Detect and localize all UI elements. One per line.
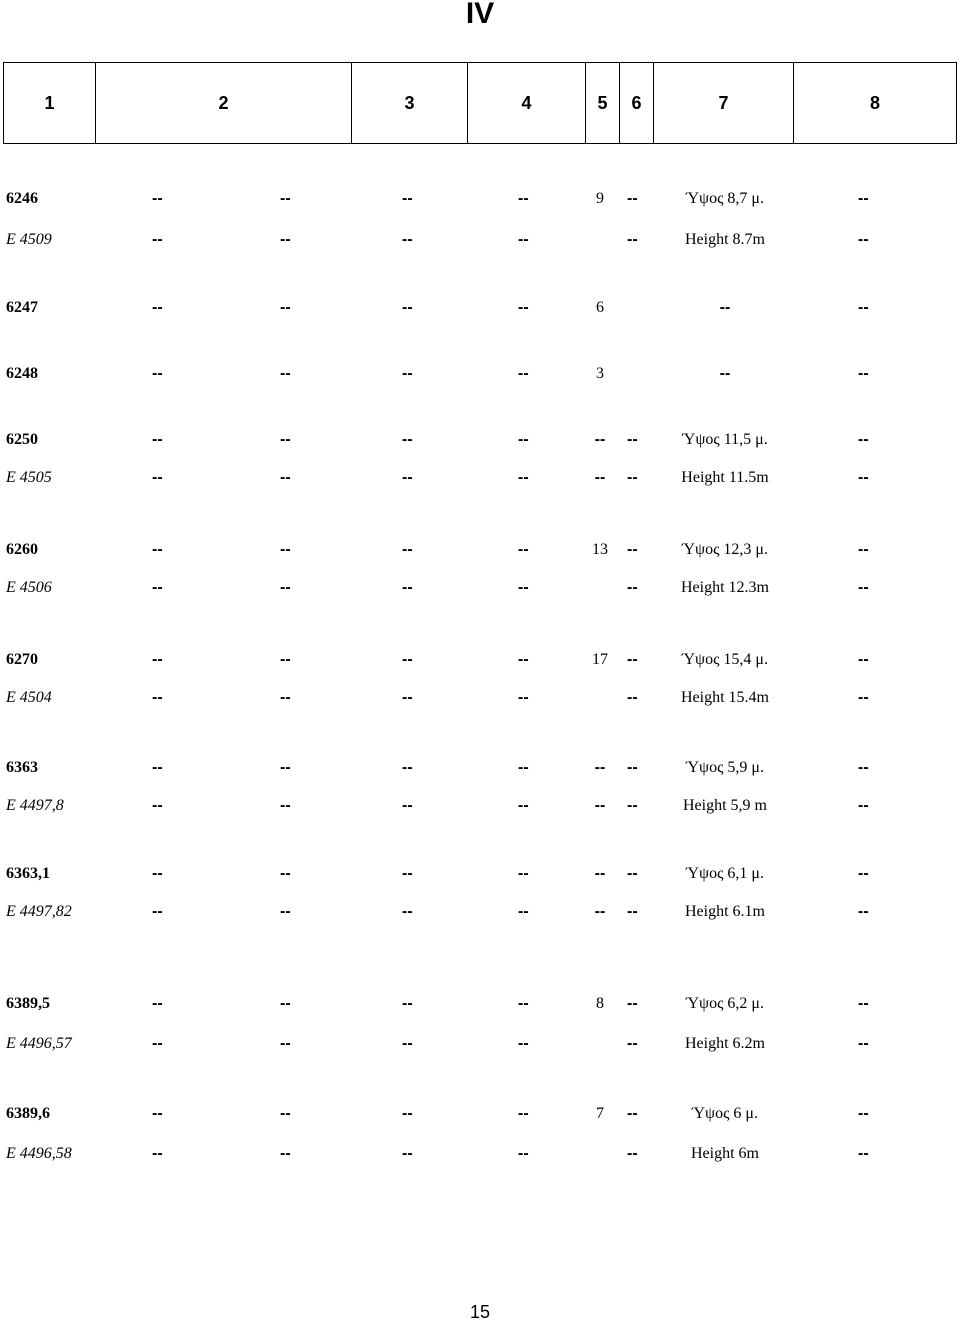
- cell-col-8: --: [858, 469, 869, 486]
- cell-col-3: --: [280, 431, 291, 448]
- cell-col-2: --: [152, 579, 163, 596]
- table-row: [0, 862, 960, 886]
- cell-col-5-value: --: [594, 797, 606, 814]
- cell-col-5: --: [518, 759, 529, 776]
- cell-col-8: --: [858, 1105, 869, 1122]
- cell-col-2: --: [152, 865, 163, 882]
- cell-col-7: --: [719, 299, 731, 316]
- cell-col-5-value: 7: [596, 1105, 604, 1122]
- cell-col-3: --: [280, 231, 291, 248]
- cell-col-4: --: [402, 365, 413, 382]
- cell-col-4: --: [402, 579, 413, 596]
- cell-col-3: --: [280, 903, 291, 920]
- column-header: 1: [4, 63, 96, 144]
- cell-col-6: --: [627, 1105, 638, 1122]
- column-header: 3: [352, 63, 468, 144]
- cell-col-7: Ύψος 6 μ.: [692, 1105, 758, 1122]
- cell-col-6: --: [627, 1145, 638, 1162]
- cell-col-2: --: [152, 1035, 163, 1052]
- cell-col-5-value: --: [594, 865, 606, 882]
- cell-col-5-value: --: [594, 469, 606, 486]
- cell-col-6: --: [627, 1035, 638, 1052]
- table-row: [0, 1142, 960, 1166]
- cell-col-8: --: [858, 903, 869, 920]
- column-header: 8: [794, 63, 957, 144]
- table-row: [0, 466, 960, 490]
- cell-col-2: --: [152, 689, 163, 706]
- table-row: [0, 362, 960, 386]
- table-row: [0, 538, 960, 562]
- cell-col-5: --: [518, 689, 529, 706]
- cell-col-8: --: [858, 651, 869, 668]
- cell-col-2: --: [152, 541, 163, 558]
- cell-col-3: --: [280, 190, 291, 207]
- cell-col-4: --: [402, 431, 413, 448]
- cell-col-6: --: [627, 689, 638, 706]
- cell-col-8: --: [858, 431, 869, 448]
- table-row: [0, 992, 960, 1016]
- cell-col-5: --: [518, 1035, 529, 1052]
- row-label: 6270: [6, 651, 38, 668]
- column-header: 7: [654, 63, 794, 144]
- table-row: [0, 686, 960, 710]
- cell-col-5-value: 9: [596, 190, 604, 207]
- cell-col-7: Height 11.5m: [681, 469, 769, 486]
- row-label: Ε 4497,8: [6, 797, 64, 814]
- cell-col-5-value: --: [594, 431, 606, 448]
- cell-col-4: --: [402, 469, 413, 486]
- row-label: 6248: [6, 365, 38, 382]
- cell-col-7: --: [719, 365, 731, 382]
- cell-col-8: --: [858, 797, 869, 814]
- cell-col-7: Height 6m: [691, 1145, 759, 1162]
- cell-col-6: --: [627, 651, 638, 668]
- cell-col-2: --: [152, 903, 163, 920]
- cell-col-3: --: [280, 1145, 291, 1162]
- cell-col-3: --: [280, 689, 291, 706]
- page-number: 15: [469, 1302, 491, 1322]
- cell-col-6: --: [627, 579, 638, 596]
- cell-col-3: --: [280, 651, 291, 668]
- cell-col-5: --: [518, 579, 529, 596]
- row-label: 6250: [6, 431, 38, 448]
- cell-col-6: --: [627, 469, 638, 486]
- cell-col-7: Ύψος 12,3 μ.: [682, 541, 768, 558]
- table-row: [0, 1032, 960, 1056]
- cell-col-2: --: [152, 797, 163, 814]
- cell-col-7: Ύψος 8,7 μ.: [686, 190, 764, 207]
- cell-col-7: Ύψος 6,2 μ.: [686, 995, 764, 1012]
- cell-col-3: --: [280, 469, 291, 486]
- cell-col-7: Ύψος 15,4 μ.: [682, 651, 768, 668]
- cell-col-2: --: [152, 299, 163, 316]
- cell-col-4: --: [402, 865, 413, 882]
- row-label: 6389,5: [6, 995, 50, 1012]
- row-label: 6363,1: [6, 865, 50, 882]
- cell-col-4: --: [402, 231, 413, 248]
- row-label: Ε 4504: [6, 689, 52, 706]
- cell-col-5: --: [518, 903, 529, 920]
- cell-col-7: Ύψος 11,5 μ.: [682, 431, 768, 448]
- cell-col-2: --: [152, 431, 163, 448]
- cell-col-6: --: [627, 759, 638, 776]
- cell-col-5-value: 17: [592, 651, 608, 668]
- cell-col-4: --: [402, 651, 413, 668]
- column-header-row: [4, 63, 957, 144]
- cell-col-3: --: [280, 759, 291, 776]
- cell-col-5: --: [518, 231, 529, 248]
- cell-col-6: --: [627, 231, 638, 248]
- cell-col-3: --: [280, 579, 291, 596]
- column-header: 2: [96, 63, 352, 144]
- row-label: Ε 4496,58: [6, 1145, 72, 1162]
- cell-col-3: --: [280, 995, 291, 1012]
- table-row: [0, 794, 960, 818]
- cell-col-5: --: [518, 651, 529, 668]
- cell-col-5: --: [518, 431, 529, 448]
- table-row: [0, 756, 960, 780]
- cell-col-2: --: [152, 190, 163, 207]
- cell-col-3: --: [280, 299, 291, 316]
- cell-col-6: --: [627, 190, 638, 207]
- cell-col-5-value: 13: [592, 541, 608, 558]
- row-label: 6246: [6, 190, 38, 207]
- table-row: [0, 428, 960, 452]
- cell-col-5: --: [518, 797, 529, 814]
- cell-col-4: --: [402, 1105, 413, 1122]
- cell-col-8: --: [858, 1035, 869, 1052]
- column-header: 4: [468, 63, 586, 144]
- cell-col-8: --: [858, 689, 869, 706]
- cell-col-7: Height 5,9 m: [683, 797, 767, 814]
- cell-col-2: --: [152, 1145, 163, 1162]
- row-label: Ε 4509: [6, 231, 52, 248]
- row-label: 6247: [6, 299, 38, 316]
- cell-col-5-value: --: [594, 903, 606, 920]
- table-row: [0, 648, 960, 672]
- cell-col-8: --: [858, 759, 869, 776]
- cell-col-8: --: [858, 579, 869, 596]
- column-header-table: [3, 62, 957, 144]
- cell-col-4: --: [402, 689, 413, 706]
- cell-col-6: --: [627, 431, 638, 448]
- cell-col-4: --: [402, 190, 413, 207]
- cell-col-7: Height 12.3m: [681, 579, 769, 596]
- cell-col-3: --: [280, 365, 291, 382]
- cell-col-6: --: [627, 797, 638, 814]
- cell-col-2: --: [152, 651, 163, 668]
- table-row: [0, 1102, 960, 1126]
- cell-col-6: --: [627, 541, 638, 558]
- cell-col-6: --: [627, 865, 638, 882]
- cell-col-5-value: 3: [596, 365, 604, 382]
- cell-col-5: --: [518, 865, 529, 882]
- cell-col-6: --: [627, 995, 638, 1012]
- cell-col-2: --: [152, 995, 163, 1012]
- page-title: IV: [465, 0, 495, 30]
- cell-col-3: --: [280, 1035, 291, 1052]
- cell-col-4: --: [402, 299, 413, 316]
- cell-col-7: Height 6.2m: [685, 1035, 765, 1052]
- cell-col-5: --: [518, 995, 529, 1012]
- cell-col-8: --: [858, 299, 869, 316]
- cell-col-2: --: [152, 231, 163, 248]
- cell-col-5-value: 6: [596, 299, 604, 316]
- cell-col-5: --: [518, 299, 529, 316]
- cell-col-4: --: [402, 759, 413, 776]
- cell-col-5: --: [518, 365, 529, 382]
- cell-col-3: --: [280, 1105, 291, 1122]
- table-row: [0, 228, 960, 252]
- cell-col-7: Height 15.4m: [681, 689, 769, 706]
- cell-col-3: --: [280, 541, 291, 558]
- cell-col-4: --: [402, 541, 413, 558]
- cell-col-5: --: [518, 1145, 529, 1162]
- cell-col-7: Ύψος 6,1 μ.: [686, 865, 764, 882]
- cell-col-3: --: [280, 865, 291, 882]
- cell-col-5: --: [518, 1105, 529, 1122]
- column-header: 6: [620, 63, 654, 144]
- column-header: 5: [586, 63, 620, 144]
- cell-col-8: --: [858, 865, 869, 882]
- row-label: Ε 4497,82: [6, 903, 72, 920]
- row-label: Ε 4496,57: [6, 1035, 72, 1052]
- row-label: Ε 4506: [6, 579, 52, 596]
- cell-col-3: --: [280, 797, 291, 814]
- cell-col-5-value: 8: [596, 995, 604, 1012]
- cell-col-5: --: [518, 469, 529, 486]
- cell-col-4: --: [402, 1035, 413, 1052]
- cell-col-8: --: [858, 231, 869, 248]
- cell-col-8: --: [858, 1145, 869, 1162]
- cell-col-8: --: [858, 995, 869, 1012]
- cell-col-2: --: [152, 1105, 163, 1122]
- cell-col-8: --: [858, 190, 869, 207]
- row-label: 6363: [6, 759, 38, 776]
- cell-col-5: --: [518, 541, 529, 558]
- cell-col-6: --: [627, 903, 638, 920]
- cell-col-5-value: --: [594, 759, 606, 776]
- row-label: 6389,6: [6, 1105, 50, 1122]
- cell-col-4: --: [402, 903, 413, 920]
- cell-col-7: Ύψος 5,9 μ.: [686, 759, 764, 776]
- table-row: [0, 900, 960, 924]
- row-label: 6260: [6, 541, 38, 558]
- cell-col-2: --: [152, 469, 163, 486]
- table-row: [0, 576, 960, 600]
- cell-col-7: Height 8.7m: [685, 231, 765, 248]
- cell-col-8: --: [858, 365, 869, 382]
- row-label: Ε 4505: [6, 469, 52, 486]
- cell-col-4: --: [402, 797, 413, 814]
- cell-col-2: --: [152, 759, 163, 776]
- table-row: [0, 187, 960, 211]
- cell-col-4: --: [402, 995, 413, 1012]
- cell-col-7: Height 6.1m: [685, 903, 765, 920]
- cell-col-2: --: [152, 365, 163, 382]
- cell-col-5: --: [518, 190, 529, 207]
- table-row: [0, 296, 960, 320]
- cell-col-8: --: [858, 541, 869, 558]
- cell-col-4: --: [402, 1145, 413, 1162]
